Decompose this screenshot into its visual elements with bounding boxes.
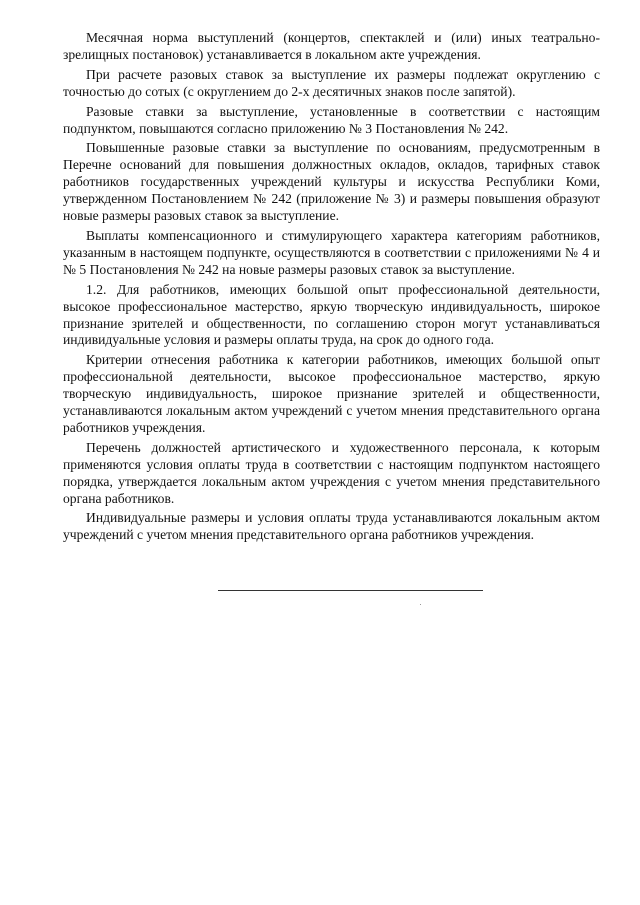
paragraph-compensation-payments: Выплаты компенсационного и стимулирующего характера категориям работников, указанным в настоящем подпункте, осуществляются в соответствии с приложениями № 4 и № 5 Постановления № 242 на новые размеры разовых ставок за выступление. — [63, 227, 600, 277]
paragraph-criteria: Критерии отнесения работника к категории работников, имеющих большой опыт профессиональной деятельности, высокое профессиональное мастерство, яркую творческую индивидуальность, широкое признание зрителей и общественности, устанавливаются локальным актом учреждений с учетом мнения представительного органа работников учреждения. — [63, 352, 600, 435]
paragraph-section-1-2: 1.2. Для работников, имеющих большой опыт профессиональной деятельности, высокое профессиональное мастерство, яркую творческую индивидуальность, широкое признание зрителей и общественности, по соглашению сторон могут устанавливаться индивидуальные условия и размеры оплаты труда, на срок до одного года. — [63, 281, 600, 348]
paragraph-rate-increase: Разовые ставки за выступление, установленные в соответствии с настоящим подпунктом, повышаются согласно приложению № 3 Постановления № 242. — [63, 103, 600, 136]
paragraph-positions-list: Перечень должностей артистического и художественного персонала, к которым применяются условия оплаты труда в соответствии с настоящим подпунктом настоящего порядка, утверждается локальным актом учреждения с учетом мнения представительного органа работников. — [63, 439, 600, 506]
end-separator-line — [218, 590, 483, 591]
paragraph-monthly-norm: Месячная норма выступлений (концертов, спектаклей и (или) иных театрально-зрелищных постановок) устанавливается в локальном акте учреждения. — [63, 30, 600, 62]
paragraph-individual-terms: Индивидуальные размеры и условия оплаты труда устанавливаются локальным актом учреждений с учетом мнения представительного органа работников учреждения. — [63, 510, 600, 543]
paragraph-increased-rates: Повышенные разовые ставки за выступление по основаниям, предусмотренным в Перечне оснований для повышения должностных окладов, окладов, тарифных ставок работников государственных учреждений культуры и искусства Республики Коми, утвержденном Постановлением № 242 (приложение № 3) и размеры повышения образуют новые размеры разовых ставок за выступление. — [63, 140, 600, 224]
paragraph-rounding: При расчете разовых ставок за выступление их размеры подлежат округлению с точностью до сотых (с округлением до 2-х десятичных знаков после запятой). — [63, 66, 600, 99]
document-body — [63, 30, 600, 547]
scan-speck — [420, 604, 421, 605]
